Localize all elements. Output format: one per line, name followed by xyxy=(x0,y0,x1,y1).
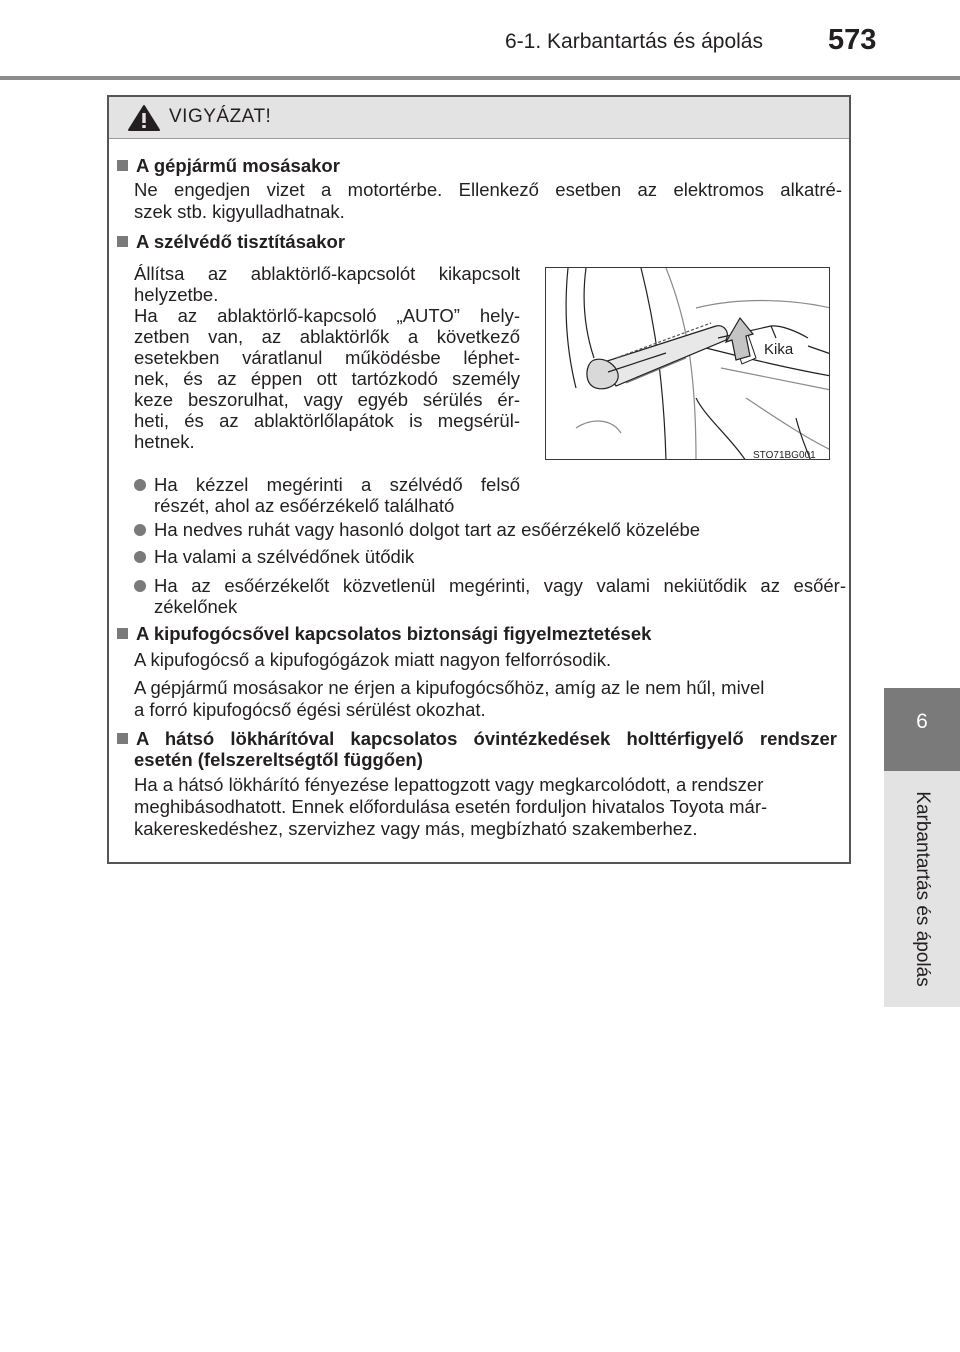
bullet-dot-icon xyxy=(134,479,146,491)
paragraph-line: Ha a hátsó lökhárító fényezése lepattogzott vagy megkarcolódott, a rendszer xyxy=(134,774,764,795)
paragraph-line: A kipufogócső a kipufogógázok miatt nagyon felforrósodik. xyxy=(134,649,612,670)
chapter-tab-number xyxy=(884,688,960,771)
paragraph-line: meghibásodhatott. Ennek előfordulása esetén forduljon hivatalos Toyota már- xyxy=(134,796,768,817)
wiper-switch-illustration xyxy=(545,267,830,460)
bullet-dot-icon xyxy=(134,551,146,563)
square-bullet-icon xyxy=(117,733,128,744)
chapter-tab-label: Karbantartás és ápolás xyxy=(912,791,933,987)
section-heading: A szélvédő tisztításakor xyxy=(117,231,345,252)
header-divider xyxy=(0,76,960,80)
warning-header xyxy=(109,97,849,139)
paragraph-line: A gépjármű mosásakor ne érjen a kipufogócsőhöz, amíg az le nem hűl, mivel xyxy=(134,677,765,698)
figure-code: STO71BG001 xyxy=(753,450,816,460)
warning-triangle-icon xyxy=(127,104,161,132)
list-item: Ha valami a szélvédőnek ütődik xyxy=(134,546,846,567)
warning-box xyxy=(107,95,851,864)
off-position-label: Kika xyxy=(764,341,794,358)
running-header-section: 6-1. Karbantartás és ápolás xyxy=(505,30,763,53)
paragraph-line: kakereskedéshez, szervizhez vagy más, megbízható szakemberhez. xyxy=(134,818,698,839)
warning-title: VIGYÁZAT! xyxy=(169,106,272,127)
paragraph-line: a forró kipufogócső égési sérülést okozhat. xyxy=(134,699,486,720)
paragraph-line: Ne engedjen vizet a motortérbe. Ellenkező esetben az elektromos alkatré- xyxy=(134,179,842,200)
paragraph: Állítsa az ablaktörlő-kapcsolót kikapcsolt helyzetbe. Ha az ablaktörlő-kapcsoló „AUTO” hely- zetben van, az ablaktörlők a következő esetekben váratlanul működésbe léphet- nek, és az éppen ott tartózkodó személy keze beszorulhat, vagy egyéb sérülés ér- heti, és az ablaktörlőlapátok is megsérül- hetnek. xyxy=(134,263,520,452)
section-heading: A gépjármű mosásakor xyxy=(117,155,340,176)
square-bullet-icon xyxy=(117,628,128,639)
square-bullet-icon xyxy=(117,236,128,247)
wiper-lever-drawing xyxy=(546,268,830,460)
list-item: Ha kézzel megérinti a szélvédő felső részét, ahol az esőérzékelő található xyxy=(134,474,520,516)
list-item: Ha az esőérzékelőt közvetlenül megérinti, vagy valami nekiütődik az esőér- zékelőnek xyxy=(134,575,846,617)
square-bullet-icon xyxy=(117,160,128,171)
chapter-number: 6 xyxy=(916,710,928,733)
page-number: 573 xyxy=(828,24,877,56)
section-heading: A hátsó lökhárítóval kapcsolatos óvintézkedések holttérfigyelő rendszer esetén (felszereltségtől függően) xyxy=(117,728,837,770)
bullet-dot-icon xyxy=(134,580,146,592)
paragraph-line: szek stb. kigyulladhatnak. xyxy=(134,201,345,222)
section-heading: A kipufogócsővel kapcsolatos biztonsági figyelmeztetések xyxy=(117,623,651,644)
bullet-dot-icon xyxy=(134,524,146,536)
list-item: Ha nedves ruhát vagy hasonló dolgot tart az esőérzékelő közelébe xyxy=(134,519,846,540)
